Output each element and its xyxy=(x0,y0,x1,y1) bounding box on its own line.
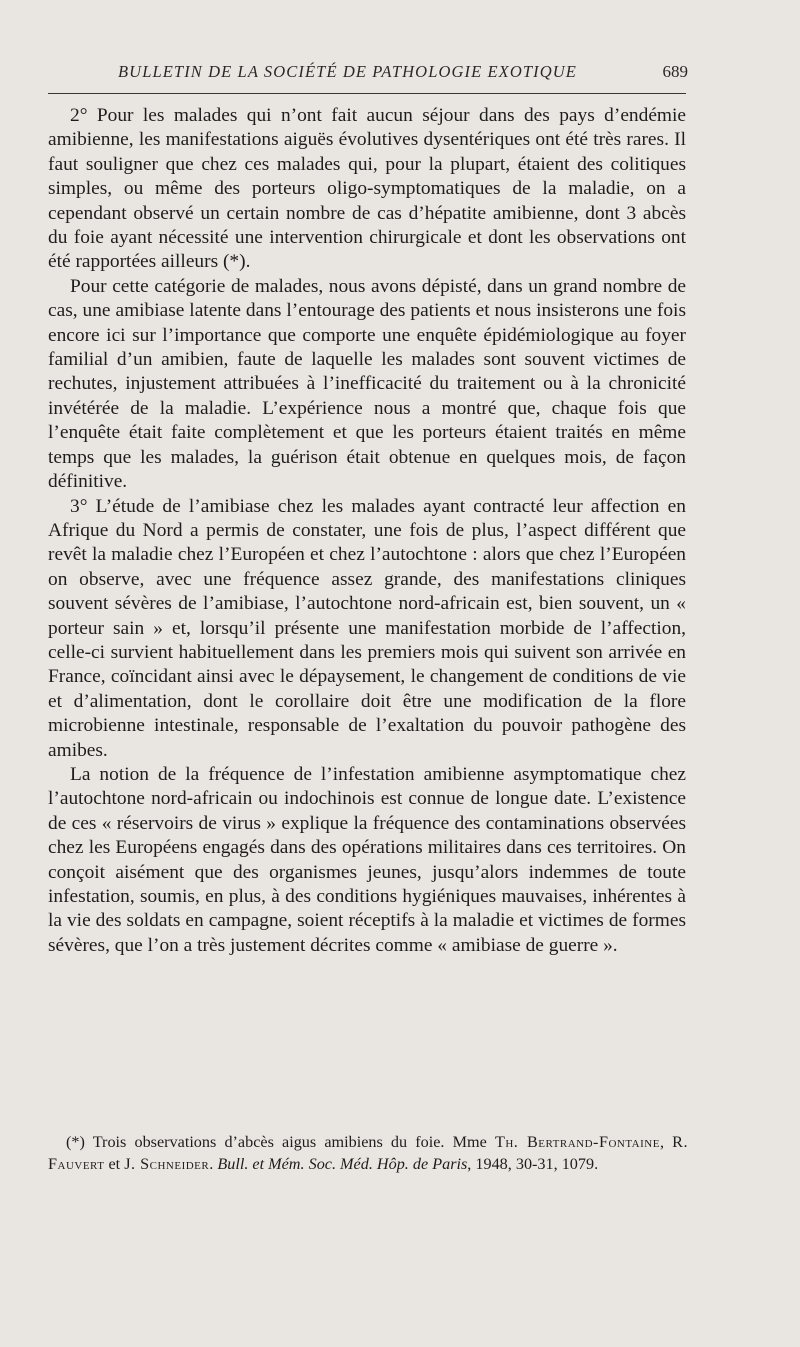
footnote-separator: , xyxy=(659,1133,673,1151)
footnote-author: J. Schneider xyxy=(124,1154,210,1173)
footnote-author: R. Fauvert xyxy=(48,1133,689,1173)
page-number: 689 xyxy=(662,62,688,81)
paragraph: 3° L’étude de l’amibiase chez les malades ayant contracté leur affection en Afrique du Nord a permis de constater, une fois de plus, l’aspect différent que revêt la maladie chez l’Européen et chez l’autochtone : alors que chez l’Européen on observe, avec une fréquence assez grande, des manifestations cliniques souvent sévères de l’amibiase, l’autochtone nord-africain est, bien souvent, un « porteur sain » et, lorsqu’il présente une manifestation morbide de l’affection, celle-ci survient habituellement dans les premiers mois qui suivent son arrivée en France, coïncidant ainsi avec le dépaysement, le changement de conditions de vie et d’alimentation, dont le corollaire doit être une modification de la flore microbienne intestinale, responsable de l’exaltation du pouvoir pathogène des amibes. xyxy=(48,495,686,761)
journal-title: BULLETIN DE LA SOCIÉTÉ DE PATHOLOGIE EXOTIQUE xyxy=(118,62,577,81)
footnote-separator: . xyxy=(209,1154,218,1173)
footnote-reference: , 1948, 30-31, 1079. xyxy=(467,1154,599,1173)
paragraph: 2° Pour les malades qui n’ont fait aucun séjour dans des pays d’endémie amibienne, les manifestations aiguës évolutives dysentériques ont été très rares. Il faut souligner que chez ces malades qui, pour la plupart, étaient des colitiques simples, ou même des porteurs oligo-symptomatiques de la maladie, on a cependant observé un certain nombre de cas d’hépatite amibienne, dont 3 abcès du foie ayant nécessité une intervention chirurgicale et dont les observations ont été rapportées ailleurs (*). xyxy=(48,105,686,273)
paragraph: La notion de la fréquence de l’infestation amibienne asymptomatique chez l’autochtone nord-africain ou indochinois est connue de longue date. L’existence de ces « réservoirs de virus » explique la fréquence des contaminations observées chez les Européens engagés dans des opérations militaires dans ces territoires. On conçoit aisément que des organismes jeunes, jusqu’alors indemmes de toute infestation, soumis, en plus, à des conditions hygiéniques mauvaises, inhérentes à la vie des soldats en campagne, soient réceptifs à la maladie et victimes de formes sévères, que l’on a très justement décrites comme « amibiase de guerre ». xyxy=(48,763,686,956)
footnote-text: (*) Trois observations d’abcès aigus amibiens du foie. Mme xyxy=(66,1133,487,1151)
paragraph: Pour cette catégorie de malades, nous avons dépisté, dans un grand nombre de cas, une amibiase latente dans l’entourage des patients et nous insisterons une fois encore ici sur l’importance que comporte une enquête épidémiologique au foyer familial d’un amibien, faute de laquelle les malades sont souvent victimes de rechutes, injustement attribuées à l’inefficacité du traitement ou à la chronicité invétérée de la maladie. L’expérience nous a montré que, chaque fois que l’enquête était faite complètement et que les porteurs étaient traités en même temps que les malades, la guérison était obtenue en quelques mois, de façon définitive. xyxy=(48,275,686,493)
footnote-separator: et xyxy=(104,1154,125,1173)
footnote-journal: Bull. et Mém. Soc. Méd. Hôp. de Paris xyxy=(217,1154,468,1173)
header-rule xyxy=(48,93,686,94)
footnote xyxy=(48,1132,688,1175)
footnote-author: Th. Bertrand-Fontaine xyxy=(494,1133,660,1151)
article-body xyxy=(48,104,686,958)
running-head xyxy=(48,62,688,90)
